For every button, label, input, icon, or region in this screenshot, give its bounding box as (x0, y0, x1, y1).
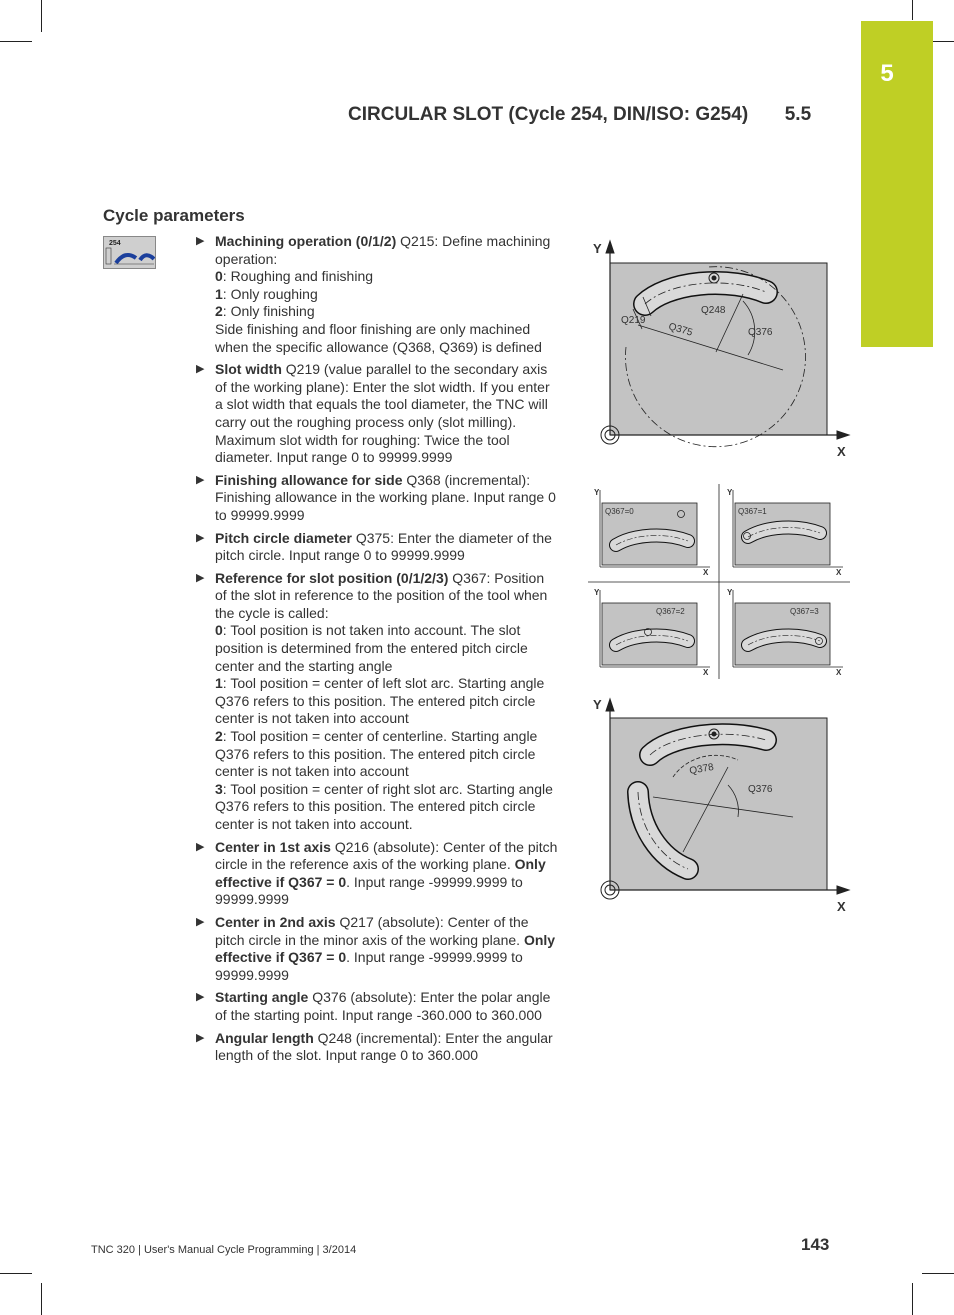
crop-mark (0, 41, 32, 42)
label-q367-2: Q367=2 (656, 607, 685, 616)
parameter-text: Q368 (incremental): Finishing allowance in the working plane. Input range 0 to 99999.9999 (215, 471, 556, 523)
parameter-text: . Input range -99999.9999 to 99999.9999 (215, 949, 523, 983)
bullet-arrow-icon: ▶ (196, 531, 205, 544)
page-header (348, 104, 811, 126)
parameter-list (196, 233, 558, 1070)
bullet-arrow-icon: ▶ (196, 840, 205, 853)
parameter-text: Q215: Define machining operation: (215, 233, 551, 267)
bullet-arrow-icon: ▶ (196, 915, 205, 928)
parameter-item (196, 570, 558, 834)
mini-axis-y-3: Y (727, 588, 733, 597)
parameter-text: : Tool position = center of centerline. Starting angle Q376 refers to this position. The entered pitch circle center is not taken into account (215, 728, 538, 780)
header-section-number: 5.5 (784, 104, 812, 125)
label-q367-0: Q367=0 (605, 507, 634, 516)
label-q367-1: Q367=1 (738, 507, 767, 516)
crop-mark (41, 0, 42, 32)
axis-y-label-bottom: Y (593, 697, 602, 712)
parameter-term: 0 (215, 622, 223, 639)
label-q376: Q376 (748, 327, 773, 338)
parameter-text: Q216 (absolute): Center of the pitch circle in the reference axis of the working plane. (215, 838, 558, 873)
mini-figure-2 (600, 590, 710, 667)
mini-figure-0 (600, 490, 710, 567)
parameter-term: Center in 1st axis (215, 838, 331, 855)
parameter-text: : Only finishing (222, 303, 315, 320)
parameter-term: Pitch circle diameter (215, 529, 352, 546)
chapter-tab (861, 21, 933, 347)
parameter-term: 3 (215, 780, 223, 797)
label-q367-3: Q367=3 (790, 607, 819, 616)
bullet-arrow-icon: ▶ (196, 571, 205, 584)
parameter-text: : Tool position = center of right slot arc. Starting angle Q376 refers to this position. The entered pitch circle center is not taken into account. (215, 780, 553, 832)
label-q378: Q378 (688, 761, 715, 777)
parameter-item (196, 233, 558, 356)
parameter-line (215, 728, 558, 781)
parameter-line (215, 303, 558, 321)
cycle-softkey-icon (103, 236, 156, 269)
parameter-line (215, 321, 558, 356)
parameter-line (215, 839, 558, 909)
page-footer: TNC 320 | User's Manual Cycle Programming | 3/2014 (91, 1244, 357, 1256)
label-q248: Q248 (701, 305, 726, 316)
parameter-text: : Only roughing (222, 285, 318, 302)
parameter-text: Q219 (value parallel to the secondary axis of the working plane): Enter the slot width. If you enter a slot width that equals the tool diameter, the TNC will carry out the roughing process only (slot milling). Maximum slot width for roughing: Twice the tool diameter. Input range 0 to 99999.9999 (215, 361, 550, 466)
cycle-figure (588, 237, 858, 917)
parameter-term: Reference for slot position (0/1/2/3) (215, 569, 449, 586)
parameter-item (196, 914, 558, 984)
parameter-line (215, 989, 558, 1024)
label-q376-bottom: Q376 (748, 784, 773, 795)
mini-axis-y-1: Y (727, 488, 733, 497)
crop-mark (0, 1273, 32, 1274)
parameter-line (215, 675, 558, 728)
chapter-number: 5 (880, 60, 894, 87)
mini-figure-3 (733, 590, 843, 667)
parameter-line (215, 361, 558, 467)
parameter-term: Only effective if Q367 = 0 (215, 856, 546, 890)
parameter-text: Q376 (absolute): Enter the polar angle of the starting point. Input range -360.000 to 360.000 (215, 989, 551, 1023)
parameter-line (215, 914, 558, 984)
parameter-term: 1 (215, 675, 223, 692)
crop-mark (912, 1283, 913, 1315)
mini-figure-1 (733, 490, 843, 567)
parameter-item (196, 361, 558, 467)
parameter-term: Finishing allowance for side (215, 471, 403, 488)
parameter-line (215, 781, 558, 834)
parameter-term: Starting angle (215, 989, 309, 1006)
parameter-line (215, 472, 558, 525)
crop-mark (922, 1273, 954, 1274)
mini-axis-x-0: X (703, 568, 709, 577)
parameter-text: Q375: Enter the diameter of the pitch circle. Input range 0 to 99999.9999 (215, 529, 552, 564)
parameter-line (215, 233, 558, 268)
axis-x-label-top: X (837, 444, 846, 459)
parameter-text: Q367: Position of the slot in reference to the position of the tool when the cycle is called: (215, 569, 548, 621)
axis-y-label-top: Y (593, 241, 602, 256)
bullet-arrow-icon: ▶ (196, 235, 205, 247)
bullet-arrow-icon: ▶ (196, 363, 205, 376)
bullet-arrow-icon: ▶ (196, 991, 205, 1004)
crop-mark (912, 0, 913, 20)
parameter-term: 1 (215, 285, 223, 302)
page-number: 143 (801, 1235, 830, 1254)
mini-axis-x-2: X (703, 668, 709, 677)
parameter-item (196, 839, 558, 909)
parameter-line (215, 622, 558, 675)
parameter-line (215, 286, 558, 304)
parameter-text: . Input range -99999.9999 to 99999.9999 (215, 873, 523, 908)
parameter-line (215, 530, 558, 565)
mini-axis-y-2: Y (594, 588, 600, 597)
cycle-softkey-label: 254 (109, 240, 121, 247)
parameter-line (215, 268, 558, 286)
crop-mark (41, 1283, 42, 1315)
mini-axis-x-1: X (836, 568, 842, 577)
axis-x-label-bottom: X (837, 899, 846, 914)
parameter-term: 0 (215, 268, 223, 285)
label-q219: Q219 (621, 315, 646, 326)
label-q375: Q375 (667, 321, 694, 339)
parameter-term: Angular length (215, 1029, 314, 1046)
parameter-term: Slot width (215, 361, 282, 378)
parameter-item (196, 1030, 558, 1065)
parameter-term: Center in 2nd axis (215, 913, 336, 930)
parameter-line (215, 1030, 558, 1065)
slot-glyph-icon (104, 237, 155, 268)
section-title: Cycle parameters (103, 206, 245, 225)
mini-axis-y-0: Y (594, 488, 600, 497)
header-title: CIRCULAR SLOT (Cycle 254, DIN/ISO: G254) (348, 104, 749, 125)
parameter-item (196, 530, 558, 565)
parameter-term: 2 (215, 303, 223, 320)
bullet-arrow-icon: ▶ (196, 473, 205, 486)
parameter-text: : Roughing and finishing (222, 268, 374, 285)
parameter-text: Side finishing and floor finishing are only machined when the specific allowance (Q368, Q369) is defined (215, 320, 542, 355)
parameter-item (196, 472, 558, 525)
parameter-text: : Tool position = center of left slot arc. Starting angle Q376 refers to this position. The entered pitch circle center is not taken into account (215, 675, 545, 727)
parameter-text: : Tool position is not taken into account. The slot position is determined from the entered pitch circle center and the starting angle (215, 622, 528, 674)
parameter-text: Q217 (absolute): Center of the pitch circle in the minor axis of the working plane. (215, 913, 529, 948)
mini-axis-x-3: X (836, 668, 842, 677)
parameter-item (196, 989, 558, 1024)
parameter-term: Only effective if Q367 = 0 (215, 931, 556, 966)
parameter-term: 2 (215, 728, 223, 745)
parameter-text: Q248 (incremental): Enter the angular length of the slot. Input range 0 to 360.000 (215, 1029, 553, 1064)
bullet-arrow-icon: ▶ (196, 1031, 205, 1044)
parameter-line (215, 570, 558, 623)
parameter-term: Machining operation (0/1/2) (215, 233, 397, 249)
